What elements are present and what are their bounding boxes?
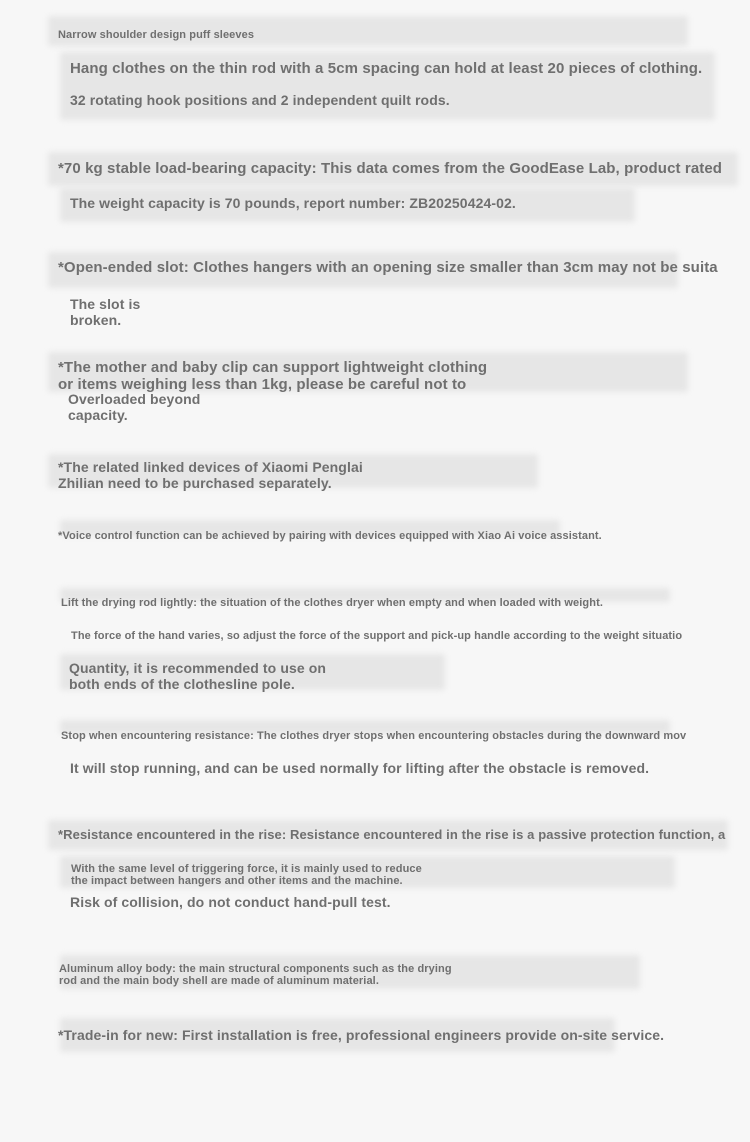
text-line: With the same level of triggering force, it is mainly used to reduce the impact between hangers and other items and the machine.	[71, 863, 422, 888]
text-line: Narrow shoulder design puff sleeves	[58, 29, 255, 41]
text-line: *Resistance encountered in the rise: Resistance encountered in the rise is a passive protection function, a	[58, 828, 726, 842]
text-line: Aluminum alloy body: the main structural components such as the drying rod and the main body shell are made of aluminum material.	[59, 963, 452, 988]
text-line: It will stop running, and can be used normally for lifting after the obstacle is removed.	[70, 760, 650, 776]
text-line: The force of the hand varies, so adjust the force of the support and pick-up handle according to the weight situatio	[71, 630, 683, 642]
text-line: *Open-ended slot: Clothes hangers with an opening size smaller than 3cm may not be suita	[58, 260, 718, 276]
text-line: Hang clothes on the thin rod with a 5cm spacing can hold at least 20 pieces of clothing.	[70, 60, 703, 77]
text-line: Overloaded beyond capacity.	[68, 391, 201, 423]
text-line: Risk of collision, do not conduct hand-pull test.	[70, 894, 391, 910]
text-line: *The related linked devices of Xiaomi Penglai Zhilian need to be purchased separately.	[58, 459, 363, 491]
text-line: *70 kg stable load-bearing capacity: This data comes from the GoodEase Lab, product rated	[58, 160, 723, 177]
text-line: 32 rotating hook positions and 2 independent quilt rods.	[70, 92, 450, 108]
text-line: *Voice control function can be achieved by pairing with devices equipped with Xiao Ai voice assistant.	[58, 530, 602, 542]
text-line: *Trade-in for new: First installation is free, professional engineers provide on-site service.	[58, 1027, 665, 1043]
text-line: *The mother and baby clip can support lightweight clothing or items weighing less than 1kg, please be careful not to	[58, 359, 488, 393]
text-line: The weight capacity is 70 pounds, report number: ZB20250424-02.	[70, 195, 516, 211]
text-line: The slot is broken.	[70, 296, 141, 328]
text-line: Lift the drying rod lightly: the situation of the clothes dryer when empty and when loaded with weight.	[61, 597, 603, 609]
text-line: Stop when encountering resistance: The clothes dryer stops when encountering obstacles during the downward mov	[61, 730, 687, 742]
text-line: Quantity, it is recommended to use on both ends of the clothesline pole.	[69, 660, 327, 692]
